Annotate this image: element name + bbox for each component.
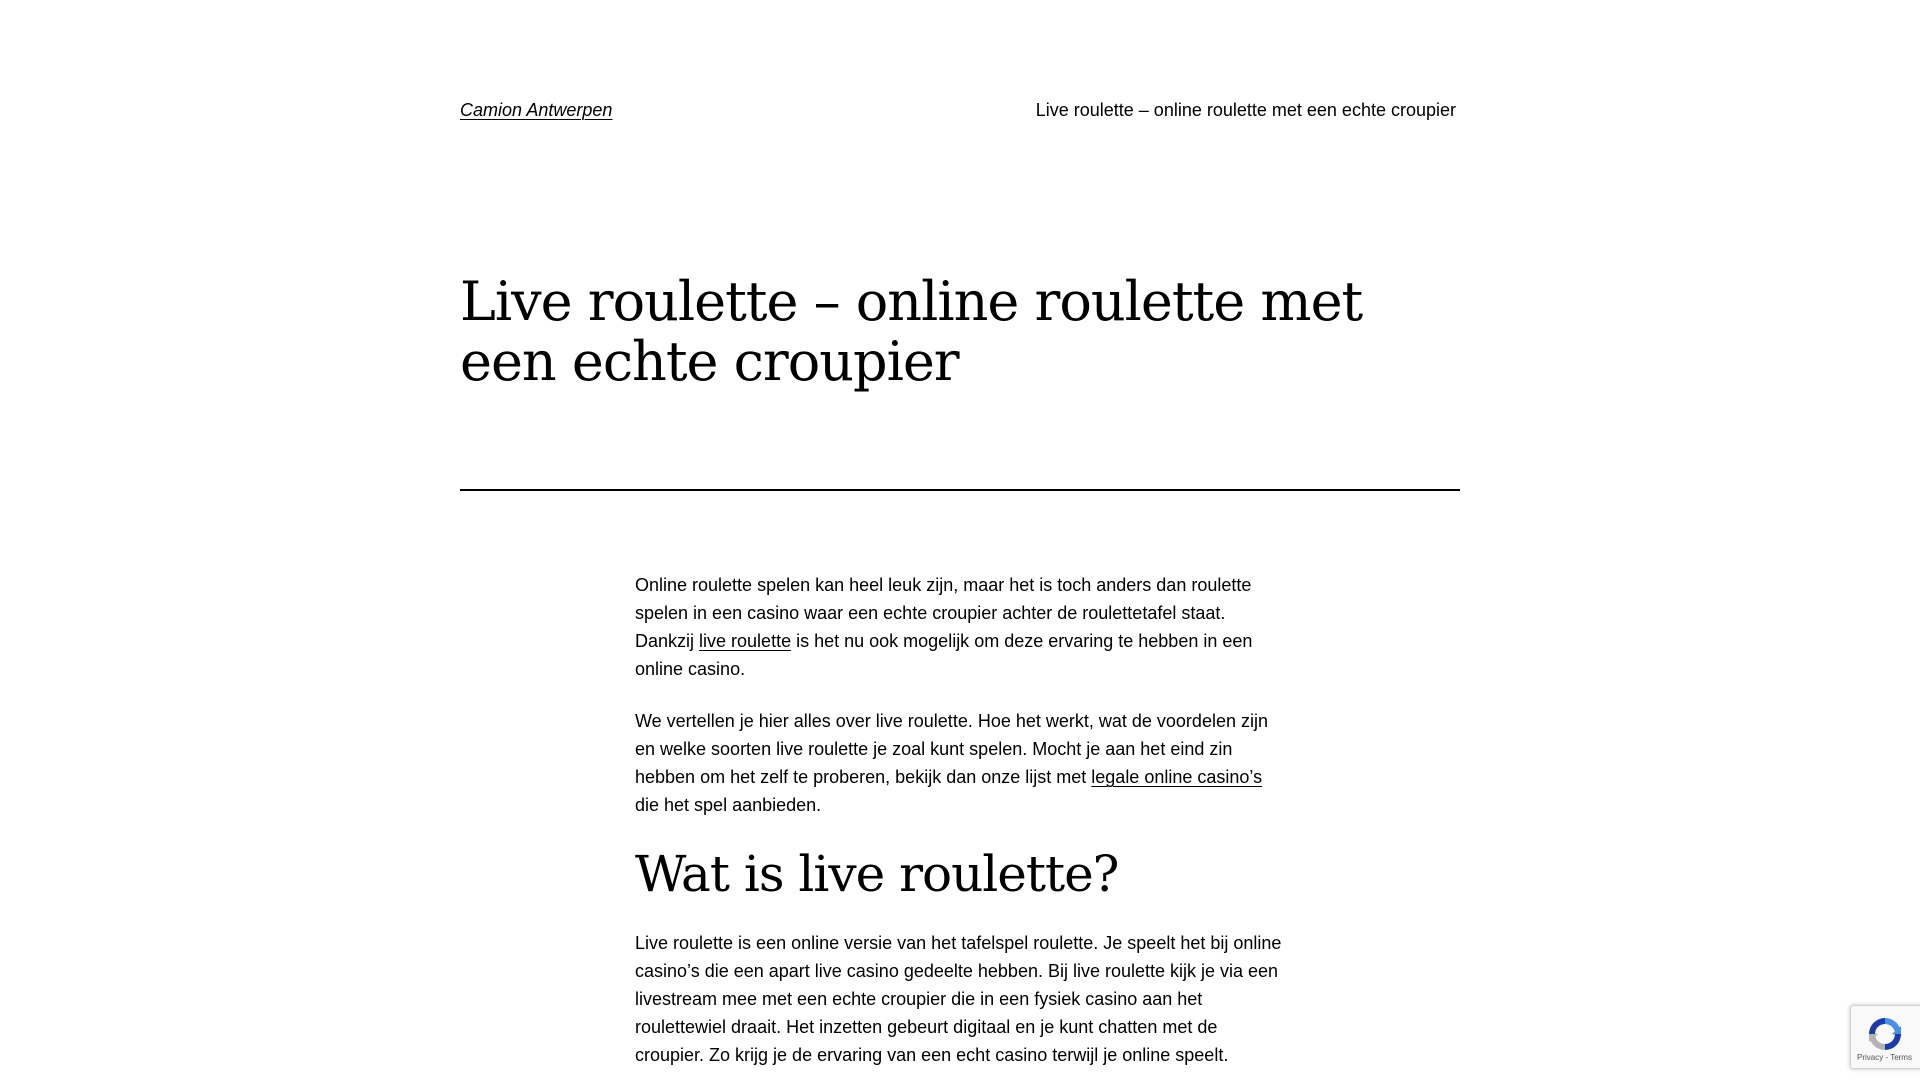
paragraph-definition: Live roulette is een online versie van het tafelspel roulette. Je speelt het bij online casino’s die een apart live casino gedeelte hebben. Bij live roulette kijk je via een livestream mee met een echte croupier die in een fysiek casino aan het roulettewiel draait. Het inzetten gebeurt digitaal en je kunt chatten met de croupier. Zo krijg je de ervaring van een echt casino terwijl je online speelt. <box>635 933 1282 1065</box>
site-title-link[interactable]: Camion Antwerpen <box>460 100 613 120</box>
post-content <box>635 571 1287 1080</box>
section-heading: Wat is live roulette? <box>635 845 1119 903</box>
paragraph-text: Online roulette spelen kan heel leuk zijn, maar het is toch anders dan roulette spelen in een casino waar een echte croupier achter de roulettetafel staat. Dankzij <box>635 575 1252 651</box>
live-roulette-link[interactable]: live roulette <box>699 631 792 651</box>
site-header <box>460 96 1456 126</box>
paragraph-text: is het nu ook mogelijk om deze ervaring te hebben in een online casino. <box>635 631 1253 679</box>
recaptcha-badge[interactable] <box>1850 1005 1920 1069</box>
paragraph-text: die het spel aanbieden. <box>635 795 822 815</box>
title-separator <box>460 489 1460 491</box>
post-title: Live roulette – online roulette met een echte croupier <box>460 270 1363 393</box>
paragraph-overview <box>635 707 1287 819</box>
paragraph-intro <box>635 571 1287 683</box>
paragraph-text: We vertellen je hier alles over live roulette. Hoe het werkt, wat de voordelen zijn en welke soorten live roulette je zoal kunt spelen. Mocht je aan het eind zin hebben om het zelf te proberen, bekijk dan onze lijst met <box>635 711 1268 787</box>
legal-casinos-link[interactable]: legale online casino’s <box>1091 767 1263 787</box>
recaptcha-terms-link[interactable]: Privacy - Terms <box>1857 1053 1912 1062</box>
recaptcha-icon <box>1865 1014 1905 1054</box>
nav-item-current-page[interactable]: Live roulette – online roulette met een echte croupier <box>1035 100 1456 120</box>
